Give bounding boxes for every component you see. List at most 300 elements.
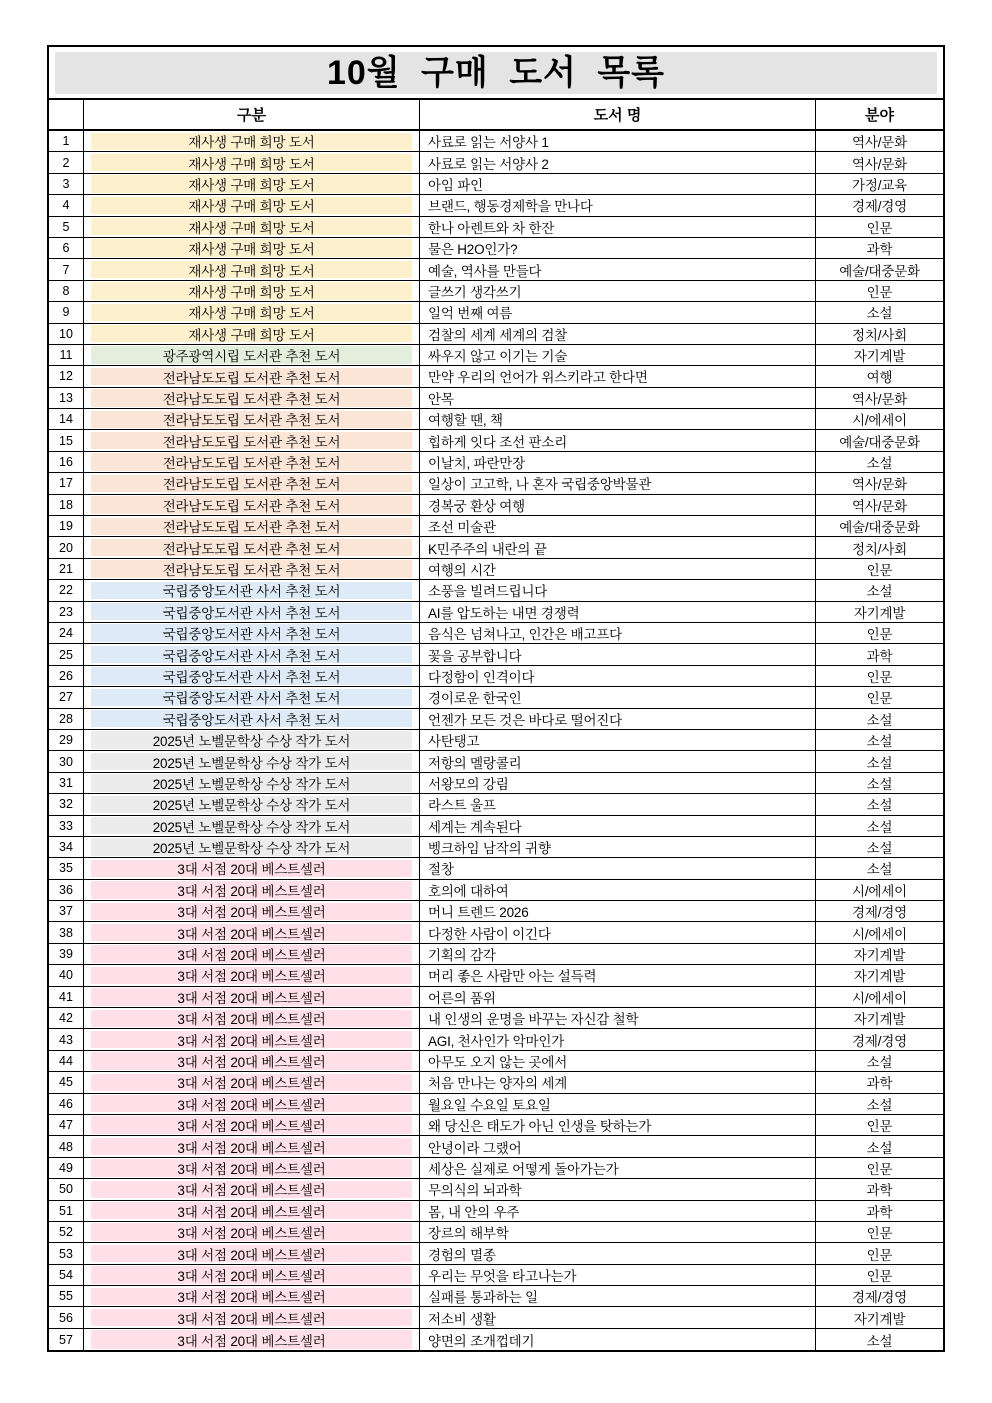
- category-highlight: 3대 서점 20대 베스트셀러: [91, 903, 412, 920]
- category-cell: [84, 1094, 420, 1114]
- table-row: [49, 195, 943, 216]
- category-highlight: 3대 서점 20대 베스트셀러: [91, 967, 412, 984]
- genre-cell: 소설: [866, 712, 893, 728]
- book-title-cell: 절창: [420, 858, 816, 878]
- category-cell: [84, 922, 420, 942]
- book-title-cell: 사료로 읽는 서양사 2: [420, 152, 816, 172]
- category-cell: [84, 388, 420, 408]
- row-number: 29: [49, 730, 84, 750]
- category-cell: [84, 751, 420, 771]
- category-highlight: 3대 서점 20대 베스트셀러: [91, 1288, 412, 1305]
- book-title-cell: AI를 압도하는 내면 경쟁력: [420, 602, 816, 622]
- genre-cell: 인문: [866, 1161, 893, 1177]
- row-number: 20: [49, 537, 84, 557]
- genre-cell: 정치/사회: [852, 327, 907, 343]
- row-number: 24: [49, 623, 84, 643]
- table-row: [49, 687, 943, 708]
- category-highlight: 3대 서점 20대 베스트셀러: [91, 1309, 412, 1326]
- category-highlight: 3대 서점 20대 베스트셀러: [91, 1052, 412, 1069]
- category-highlight: 전라남도도립 도서관 추천 도서: [91, 453, 412, 470]
- genre-cell: 인문: [866, 563, 893, 578]
- table-row: [49, 495, 943, 516]
- book-title-cell: 검찰의 세계 세계의 검찰: [420, 324, 816, 344]
- genre-cell: 예술/대중문화: [839, 520, 920, 536]
- category-cell: [84, 1222, 420, 1242]
- category-highlight: 3대 서점 20대 베스트셀러: [91, 1031, 412, 1048]
- category-highlight: 2025년 노벨문학상 수상 작가 도서: [91, 774, 412, 791]
- table-row: [49, 644, 943, 665]
- category-cell: [84, 195, 420, 215]
- genre-cell: 과학: [866, 1204, 893, 1220]
- category-cell: [84, 302, 420, 322]
- row-number: 50: [49, 1179, 84, 1199]
- table-row: [49, 452, 943, 473]
- category-highlight: 3대 서점 20대 베스트셀러: [91, 945, 412, 962]
- category-highlight: 2025년 노벨문학상 수상 작가 도서: [91, 817, 412, 834]
- category-highlight: 광주광역시립 도서관 추천 도서: [91, 346, 412, 363]
- table-row: [49, 730, 943, 751]
- category-cell: [84, 1329, 420, 1350]
- table-row: [49, 516, 943, 537]
- genre-cell: 인문: [866, 627, 893, 643]
- table-row: [49, 944, 943, 965]
- genre-cell: 소설: [866, 776, 893, 792]
- category-highlight: 2025년 노벨문학상 수상 작가 도서: [91, 838, 412, 855]
- genre-cell: 인문: [866, 669, 893, 685]
- table-row: [49, 1158, 943, 1179]
- row-number: 41: [49, 987, 84, 1007]
- category-cell: [84, 880, 420, 900]
- table-row: [49, 366, 943, 387]
- book-title-cell: 머니 트렌드 2026: [420, 901, 816, 921]
- category-highlight: 3대 서점 20대 베스트셀러: [91, 924, 412, 941]
- category-highlight: 재사생 구매 희망 도서: [91, 218, 412, 235]
- row-number: 11: [49, 345, 84, 365]
- book-title-cell: 조선 미술관: [420, 516, 816, 536]
- book-title-cell: 브랜드, 행동경제학을 만나다: [420, 195, 816, 215]
- category-cell: [84, 559, 420, 579]
- book-title-cell: 장르의 해부학: [420, 1222, 816, 1242]
- genre-cell: 인문: [866, 1226, 893, 1242]
- category-highlight: 3대 서점 20대 베스트셀러: [91, 1010, 412, 1027]
- category-cell: [84, 901, 420, 921]
- category-cell: [84, 1286, 420, 1306]
- table-row: [49, 217, 943, 238]
- book-title-cell: 언젠가 모든 것은 바다로 떨어진다: [420, 709, 816, 729]
- genre-cell: 소설: [866, 1333, 893, 1349]
- table-row: [49, 1243, 943, 1264]
- table-row: [49, 837, 943, 858]
- genre-cell: 소설: [866, 456, 893, 472]
- row-number: 35: [49, 858, 84, 878]
- category-highlight: 전라남도도립 도서관 추천 도서: [91, 432, 412, 449]
- table-row: [49, 238, 943, 259]
- row-number: 36: [49, 880, 84, 900]
- row-number: 6: [49, 238, 84, 258]
- category-highlight: 3대 서점 20대 베스트셀러: [91, 1266, 412, 1283]
- table-row: [49, 709, 943, 730]
- category-cell: [84, 816, 420, 836]
- genre-cell: 경제/경영: [852, 1290, 907, 1306]
- category-cell: [84, 965, 420, 985]
- row-number: 27: [49, 687, 84, 707]
- category-cell: [84, 259, 420, 279]
- category-highlight: 재사생 구매 희망 도서: [91, 154, 412, 171]
- category-highlight: 2025년 노벨문학상 수상 작가 도서: [91, 731, 412, 748]
- row-number: 52: [49, 1222, 84, 1242]
- category-highlight: 국립중앙도서관 사서 추천 도서: [91, 624, 412, 641]
- book-title-cell: 이날치, 파란만장: [420, 452, 816, 472]
- genre-cell: 과학: [866, 1076, 893, 1092]
- book-title-cell: 만약 우리의 언어가 위스키라고 한다면: [420, 366, 816, 386]
- book-title-cell: 아임 파인: [420, 174, 816, 194]
- row-number: 48: [49, 1136, 84, 1156]
- genre-cell: 인문: [866, 691, 893, 707]
- genre-cell: 소설: [866, 734, 893, 750]
- book-title-cell: 양면의 조개껍데기: [420, 1329, 816, 1350]
- book-title-cell: K민주주의 내란의 끝: [420, 537, 816, 557]
- category-highlight: 3대 서점 20대 베스트셀러: [91, 1116, 412, 1133]
- category-cell: [84, 1201, 420, 1221]
- title-banner-fill: [55, 52, 937, 94]
- category-cell: [84, 281, 420, 301]
- book-title-cell: 라스트 울프: [420, 794, 816, 814]
- genre-cell: 자기계발: [853, 349, 906, 365]
- table-row: [49, 281, 943, 302]
- table-row: [49, 302, 943, 323]
- genre-cell: 자기계발: [853, 1311, 906, 1327]
- category-highlight: 재사생 구매 희망 도서: [91, 239, 412, 256]
- category-cell: [84, 773, 420, 793]
- table-row: [49, 666, 943, 687]
- category-highlight: 전라남도도립 도서관 추천 도서: [91, 389, 412, 406]
- category-cell: [84, 537, 420, 557]
- genre-cell: 인문: [866, 1247, 893, 1263]
- page-title: 10월 구매 도서 목록: [326, 54, 666, 92]
- row-number: 14: [49, 409, 84, 429]
- category-cell: [84, 794, 420, 814]
- book-title-cell: 소풍을 빌려드립니다: [420, 580, 816, 600]
- category-highlight: 국립중앙도서관 사서 추천 도서: [91, 667, 412, 684]
- book-title-cell: 다정함이 인격이다: [420, 666, 816, 686]
- row-number: 15: [49, 430, 84, 450]
- book-title-cell: 사료로 읽는 서양사 1: [420, 131, 816, 151]
- category-highlight: 3대 서점 20대 베스트셀러: [91, 1181, 412, 1198]
- genre-cell: 소설: [866, 841, 893, 857]
- book-title-cell: 무의식의 뇌과학: [420, 1179, 816, 1199]
- genre-cell: 여행: [866, 370, 893, 386]
- row-number: 26: [49, 666, 84, 686]
- book-list-sheet: [47, 45, 945, 1352]
- category-cell: [84, 644, 420, 664]
- book-title-cell: 음식은 넘쳐나고, 인간은 배고프다: [420, 623, 816, 643]
- row-number: 33: [49, 816, 84, 836]
- book-title-cell: 월요일 수요일 토요일: [420, 1094, 816, 1114]
- category-highlight: 국립중앙도서관 사서 추천 도서: [91, 646, 412, 663]
- category-highlight: 재사생 구매 희망 도서: [91, 261, 412, 278]
- genre-cell: 시/에세이: [852, 883, 907, 899]
- row-number: 46: [49, 1094, 84, 1114]
- category-highlight: 3대 서점 20대 베스트셀러: [91, 1330, 412, 1348]
- category-cell: [84, 174, 420, 194]
- book-title-cell: 세상은 실제로 어떻게 돌아가는가: [420, 1158, 816, 1178]
- book-title-cell: 저소비 생활: [420, 1307, 816, 1327]
- book-title-cell: 내 인생의 운명을 바꾸는 자신감 철학: [420, 1008, 816, 1028]
- genre-cell: 소설: [866, 1054, 893, 1070]
- genre-cell: 인문: [866, 220, 893, 236]
- category-cell: [84, 944, 420, 964]
- table-row: [49, 965, 943, 986]
- header-category: 구분: [84, 100, 420, 129]
- category-highlight: 3대 서점 20대 베스트셀러: [91, 1223, 412, 1240]
- category-cell: [84, 473, 420, 493]
- book-title-cell: 싸우지 않고 이기는 기술: [420, 345, 816, 365]
- genre-cell: 자기계발: [853, 605, 906, 621]
- row-number: 17: [49, 473, 84, 493]
- table-row: [49, 409, 943, 430]
- category-highlight: 3대 서점 20대 베스트셀러: [91, 1095, 412, 1112]
- category-cell: [84, 516, 420, 536]
- row-number: 49: [49, 1158, 84, 1178]
- book-title-cell: 경험의 멸종: [420, 1243, 816, 1263]
- row-number: 3: [49, 174, 84, 194]
- category-cell: [84, 217, 420, 237]
- category-highlight: 전라남도도립 도서관 추천 도서: [91, 560, 412, 577]
- row-number: 18: [49, 495, 84, 515]
- table-row: [49, 602, 943, 623]
- row-number: 56: [49, 1307, 84, 1327]
- book-title-cell: 경이로운 한국인: [420, 687, 816, 707]
- category-cell: [84, 687, 420, 707]
- row-number: 44: [49, 1051, 84, 1071]
- category-cell: [84, 602, 420, 622]
- row-number: 4: [49, 195, 84, 215]
- category-highlight: 3대 서점 20대 베스트셀러: [91, 1074, 412, 1091]
- table-row: [49, 816, 943, 837]
- genre-cell: 과학: [866, 242, 893, 258]
- table-row: [49, 858, 943, 879]
- table-row: [49, 1008, 943, 1029]
- row-number: 7: [49, 259, 84, 279]
- book-title-cell: 안목: [420, 388, 816, 408]
- category-highlight: 전라남도도립 도서관 추천 도서: [91, 368, 412, 385]
- table-row: [49, 773, 943, 794]
- row-number: 57: [49, 1329, 84, 1350]
- header-genre: 분야: [865, 107, 894, 124]
- genre-cell: 예술/대중문화: [839, 434, 920, 450]
- row-number: 38: [49, 922, 84, 942]
- category-highlight: 3대 서점 20대 베스트셀러: [91, 1202, 412, 1219]
- table-row: [49, 345, 943, 366]
- table-row: [49, 1201, 943, 1222]
- book-table: [47, 98, 945, 1352]
- book-title-cell: 일상이 고고학, 나 혼자 국립중앙박물관: [420, 473, 816, 493]
- table-row: [49, 152, 943, 173]
- category-highlight: 3대 서점 20대 베스트셀러: [91, 1245, 412, 1262]
- row-number: 32: [49, 794, 84, 814]
- table-row: [49, 1222, 943, 1243]
- book-title-cell: 머리 좋은 사람만 아는 설득력: [420, 965, 816, 985]
- genre-cell: 소설: [866, 1140, 893, 1156]
- row-number: 39: [49, 944, 84, 964]
- category-cell: [84, 1008, 420, 1028]
- row-number: 1: [49, 131, 84, 151]
- row-number: 53: [49, 1243, 84, 1263]
- table-row: [49, 131, 943, 152]
- book-title-cell: 여행할 땐, 책: [420, 409, 816, 429]
- genre-cell: 소설: [866, 306, 893, 322]
- genre-cell: 소설: [866, 755, 893, 771]
- book-title-cell: 실패를 통과하는 일: [420, 1286, 816, 1306]
- genre-cell: 소설: [866, 798, 893, 814]
- table-row: [49, 537, 943, 558]
- book-title-cell: 벵크하임 남작의 귀향: [420, 837, 816, 857]
- book-title-cell: 아무도 오지 않는 곳에서: [420, 1051, 816, 1071]
- category-highlight: 국립중앙도서관 사서 추천 도서: [91, 689, 412, 706]
- genre-cell: 소설: [866, 1097, 893, 1113]
- category-cell: [84, 1051, 420, 1071]
- row-number: 8: [49, 281, 84, 301]
- book-title-cell: 글쓰기 생각쓰기: [420, 281, 816, 301]
- genre-cell: 소설: [866, 584, 893, 600]
- genre-cell: 예술/대중문화: [839, 263, 920, 279]
- category-cell: [84, 238, 420, 258]
- category-highlight: 3대 서점 20대 베스트셀러: [91, 1159, 412, 1176]
- row-number: 25: [49, 644, 84, 664]
- table-row: [49, 1094, 943, 1115]
- genre-cell: 자기계발: [853, 969, 906, 985]
- category-cell: [84, 1158, 420, 1178]
- category-highlight: 전라남도도립 도서관 추천 도서: [91, 475, 412, 492]
- genre-cell: 정치/사회: [852, 541, 907, 557]
- book-title-cell: 일억 번째 여름: [420, 302, 816, 322]
- genre-cell: 경제/경영: [852, 905, 907, 921]
- table-row: [49, 174, 943, 195]
- row-number: 30: [49, 751, 84, 771]
- table-row: [49, 1072, 943, 1093]
- category-highlight: 3대 서점 20대 베스트셀러: [91, 881, 412, 898]
- category-highlight: 2025년 노벨문학상 수상 작가 도서: [91, 796, 412, 813]
- genre-cell: 인문: [866, 1268, 893, 1284]
- header-no: [49, 100, 84, 129]
- book-title-cell: 처음 만나는 양자의 세계: [420, 1072, 816, 1092]
- category-cell: [84, 409, 420, 429]
- category-cell: [84, 1243, 420, 1263]
- genre-cell: 역사/문화: [852, 477, 907, 493]
- category-cell: [84, 709, 420, 729]
- category-cell: [84, 580, 420, 600]
- row-number: 47: [49, 1115, 84, 1135]
- category-cell: [84, 452, 420, 472]
- genre-cell: 경제/경영: [852, 199, 907, 215]
- book-title-cell: 우리는 무엇을 타고나는가: [420, 1265, 816, 1285]
- category-cell: [84, 1307, 420, 1327]
- table-header-row: [49, 100, 943, 131]
- title-banner: [47, 45, 945, 98]
- category-cell: [84, 1029, 420, 1049]
- row-number: 10: [49, 324, 84, 344]
- book-title-cell: 힙하게 잇다 조선 판소리: [420, 430, 816, 450]
- row-number: 45: [49, 1072, 84, 1092]
- book-title-cell: 물은 H2O인가?: [420, 238, 816, 258]
- row-number: 2: [49, 152, 84, 172]
- row-number: 19: [49, 516, 84, 536]
- category-highlight: 재사생 구매 희망 도서: [91, 175, 412, 192]
- category-cell: [84, 837, 420, 857]
- book-title-cell: 여행의 시간: [420, 559, 816, 579]
- book-title-cell: 꽃을 공부합니다: [420, 644, 816, 664]
- book-title-cell: 서왕모의 강림: [420, 773, 816, 793]
- genre-cell: 역사/문화: [852, 135, 907, 151]
- category-highlight: 전라남도도립 도서관 추천 도서: [91, 496, 412, 513]
- genre-cell: 자기계발: [853, 948, 906, 964]
- row-number: 54: [49, 1265, 84, 1285]
- category-cell: [84, 152, 420, 172]
- category-highlight: 재사생 구매 희망 도서: [91, 133, 412, 150]
- book-title-cell: 다정한 사람이 이긴다: [420, 922, 816, 942]
- category-highlight: 2025년 노벨문학상 수상 작가 도서: [91, 753, 412, 770]
- book-title-cell: 어른의 품위: [420, 987, 816, 1007]
- row-number: 40: [49, 965, 84, 985]
- table-row: [49, 473, 943, 494]
- category-cell: [84, 1265, 420, 1285]
- category-cell: [84, 345, 420, 365]
- category-highlight: 국립중앙도서관 사서 추천 도서: [91, 710, 412, 727]
- category-cell: [84, 1136, 420, 1156]
- table-row: [49, 880, 943, 901]
- category-cell: [84, 430, 420, 450]
- category-cell: [84, 730, 420, 750]
- header-book-title: 도서 명: [420, 100, 816, 129]
- row-number: 55: [49, 1286, 84, 1306]
- table-row: [49, 388, 943, 409]
- row-number: 22: [49, 580, 84, 600]
- table-row: [49, 1136, 943, 1157]
- book-title-cell: 기획의 감각: [420, 944, 816, 964]
- row-number: 21: [49, 559, 84, 579]
- table-row: [49, 1051, 943, 1072]
- category-highlight: 국립중앙도서관 사서 추천 도서: [91, 582, 412, 599]
- genre-cell: 시/에세이: [852, 990, 907, 1006]
- category-highlight: 3대 서점 20대 베스트셀러: [91, 1138, 412, 1155]
- table-row: [49, 259, 943, 280]
- book-title-cell: 안녕이라 그랬어: [420, 1136, 816, 1156]
- category-highlight: 재사생 구매 희망 도서: [91, 304, 412, 321]
- category-cell: [84, 495, 420, 515]
- row-number: 31: [49, 773, 84, 793]
- table-row: [49, 922, 943, 943]
- category-cell: [84, 858, 420, 878]
- table-row: [49, 580, 943, 601]
- row-number: 42: [49, 1008, 84, 1028]
- genre-cell: 시/에세이: [852, 413, 907, 429]
- book-title-cell: 호의에 대하여: [420, 880, 816, 900]
- table-row: [49, 1286, 943, 1307]
- table-row: [49, 1115, 943, 1136]
- category-highlight: 3대 서점 20대 베스트셀러: [91, 988, 412, 1005]
- category-highlight: 전라남도도립 도서관 추천 도서: [91, 539, 412, 556]
- table-row: [49, 1029, 943, 1050]
- category-highlight: 재사생 구매 희망 도서: [91, 197, 412, 214]
- genre-cell: 역사/문화: [852, 156, 907, 172]
- book-title-cell: 예술, 역사를 만들다: [420, 259, 816, 279]
- genre-cell: 역사/문화: [852, 391, 907, 407]
- table-row: [49, 623, 943, 644]
- row-number: 16: [49, 452, 84, 472]
- category-highlight: 재사생 구매 희망 도서: [91, 325, 412, 342]
- genre-cell: 경제/경영: [852, 1033, 907, 1049]
- category-highlight: 재사생 구매 희망 도서: [91, 282, 412, 299]
